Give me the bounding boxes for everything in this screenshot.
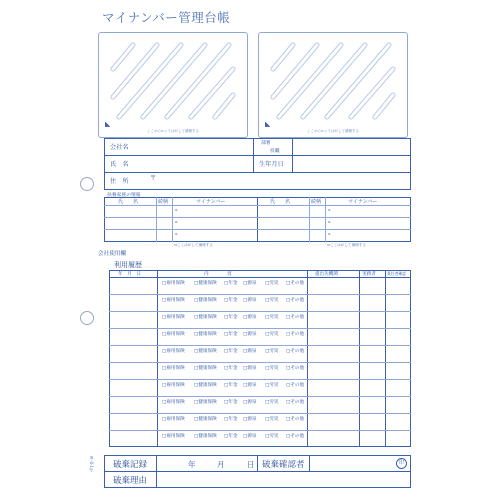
usage-checkbox[interactable]: □年金 <box>224 383 238 388</box>
dependents-note: ⇔ここはがして補理する <box>174 243 213 247</box>
disposal-month: 月 <box>217 460 225 469</box>
usage-checkbox[interactable]: □源泉 <box>243 281 257 286</box>
history-row-divider <box>109 379 411 380</box>
disposal-confirmer-label: 破棄確認者 <box>262 460 305 470</box>
usage-checkbox[interactable]: □健康保険 <box>194 298 217 303</box>
history-row-divider <box>109 311 411 312</box>
card-area-front <box>98 32 248 138</box>
department-label: 部署 <box>261 141 271 146</box>
usage-checkbox[interactable]: □健康保険 <box>194 383 217 388</box>
usage-checkbox[interactable]: □年金 <box>224 298 238 303</box>
dependents-section-label: 扶養家族の情報 <box>107 193 141 198</box>
usage-checkbox[interactable]: □労災 <box>265 383 279 388</box>
dependents-mynumber-header: マイナンバー <box>348 199 378 205</box>
position-label: 役職 <box>270 149 280 154</box>
usage-checkbox[interactable]: □健康保険 <box>194 281 217 286</box>
usage-checkbox[interactable]: □健康保険 <box>194 400 217 405</box>
usage-history-table <box>109 270 411 447</box>
history-row-divider <box>109 345 411 346</box>
usage-checkbox[interactable]: □源泉 <box>243 400 257 405</box>
usage-checkbox[interactable]: □その他 <box>286 383 305 388</box>
usage-checkbox[interactable]: □雇用保険 <box>162 298 185 303</box>
disposal-record-label: 破棄記録 <box>113 460 148 470</box>
card-note: ここから⇔ってはがして補理する <box>307 129 359 133</box>
usage-checkbox[interactable]: □健康保険 <box>194 434 217 439</box>
usage-checkbox[interactable]: □労災 <box>265 332 279 337</box>
row-marker: a. <box>175 232 179 236</box>
usage-checkbox[interactable]: □雇用保険 <box>162 417 185 422</box>
usage-checkbox[interactable]: □その他 <box>286 400 305 405</box>
usage-checkbox[interactable]: □その他 <box>286 298 305 303</box>
usage-checkbox[interactable]: □源泉 <box>243 417 257 422</box>
usage-checkbox[interactable]: □源泉 <box>243 332 257 337</box>
usage-checkbox[interactable]: □雇用保険 <box>162 400 185 405</box>
usage-checkbox[interactable]: □雇用保険 <box>162 434 185 439</box>
usage-checkbox[interactable]: □健康保険 <box>194 315 217 320</box>
dependents-name-header: 氏 名 <box>270 199 291 205</box>
usage-checkbox[interactable]: □雇用保険 <box>162 315 185 320</box>
row-marker: a. <box>328 232 332 236</box>
usage-checkbox[interactable]: □健康保険 <box>194 366 217 371</box>
history-row-divider <box>109 294 411 295</box>
usage-checkbox[interactable]: □労災 <box>265 298 279 303</box>
usage-checkbox[interactable]: □その他 <box>286 315 305 320</box>
row-marker: a. <box>175 220 179 224</box>
birthdate-label: 生年月日 <box>259 161 284 168</box>
employee-info-table <box>104 138 411 190</box>
seal-stamp-icon: 印 <box>396 458 407 469</box>
usage-checkbox[interactable]: □雇用保険 <box>162 366 185 371</box>
office-header: 提出先機関 <box>315 272 338 277</box>
card-stripes <box>259 33 407 137</box>
usage-checkbox[interactable]: □労災 <box>265 349 279 354</box>
usage-checkbox[interactable]: □源泉 <box>243 366 257 371</box>
usage-checkbox[interactable]: □その他 <box>286 281 305 286</box>
row-marker: a. <box>328 208 332 212</box>
disposal-day: 日 <box>247 460 255 469</box>
name-label: 氏 名 <box>110 161 129 168</box>
form-code: ⑩-0-1号 <box>89 455 94 472</box>
usage-checkbox[interactable]: □年金 <box>224 400 238 405</box>
binder-hole <box>80 177 94 191</box>
usage-checkbox[interactable]: □源泉 <box>243 383 257 388</box>
dependents-mynumber-header: マイナンバー <box>196 199 226 205</box>
usage-checkbox[interactable]: □年金 <box>224 366 238 371</box>
disposal-reason-label: 破棄理由 <box>113 476 148 486</box>
usage-checkbox[interactable]: □雇用保険 <box>162 383 185 388</box>
row-marker: a. <box>328 220 332 224</box>
usage-checkbox[interactable]: □源泉 <box>243 434 257 439</box>
card-area-back <box>258 32 408 138</box>
page-title: マイナンバー管理台帳 <box>102 10 231 25</box>
history-row-divider <box>109 396 411 397</box>
usage-checkbox[interactable]: □労災 <box>265 417 279 422</box>
manager-header: 責任者確認 <box>387 271 406 276</box>
company-name-label: 会社名 <box>110 144 129 151</box>
history-row-divider <box>109 328 411 329</box>
usage-checkbox[interactable]: □その他 <box>286 417 305 422</box>
usage-checkbox[interactable]: □雇用保険 <box>162 349 185 354</box>
usage-checkbox[interactable]: □労災 <box>265 434 279 439</box>
usage-checkbox[interactable]: □年金 <box>224 349 238 354</box>
usage-checkbox[interactable]: □その他 <box>286 366 305 371</box>
usage-checkbox[interactable]: □労災 <box>265 400 279 405</box>
dependents-note: ⇔ここはがして補理する <box>327 243 366 247</box>
postal-mark: 〒 <box>150 175 157 182</box>
usage-checkbox[interactable]: □健康保険 <box>194 349 217 354</box>
usage-checkbox[interactable]: □源泉 <box>243 315 257 320</box>
usage-checkbox[interactable]: □労災 <box>265 281 279 286</box>
usage-checkbox[interactable]: □源泉 <box>243 349 257 354</box>
usage-checkbox[interactable]: □源泉 <box>243 298 257 303</box>
date-header: 年 月 日 <box>118 272 141 277</box>
usage-checkbox[interactable]: □年金 <box>224 434 238 439</box>
history-row-divider <box>109 362 411 363</box>
usage-checkbox[interactable]: □雇用保険 <box>162 281 185 286</box>
usage-checkbox[interactable]: □年金 <box>224 417 238 422</box>
usage-checkbox[interactable]: □その他 <box>286 332 305 337</box>
dependents-relation-header: 続柄 <box>311 199 322 205</box>
usage-checkbox[interactable]: □年金 <box>224 332 238 337</box>
usage-checkbox[interactable]: □その他 <box>286 434 305 439</box>
usage-checkbox[interactable]: □労災 <box>265 366 279 371</box>
history-row-divider <box>109 413 411 414</box>
disposal-year: 年 <box>188 460 196 469</box>
dependents-relation-header: 続柄 <box>158 199 169 205</box>
usage-checkbox[interactable]: □雇用保険 <box>162 332 185 337</box>
usage-checkbox[interactable]: □労災 <box>265 315 279 320</box>
triangle-corner-icon: ◣ <box>105 120 111 128</box>
content-header: 内 容 <box>204 272 232 277</box>
address-label: 住 所 <box>110 178 129 185</box>
dependents-name-header: 氏 名 <box>118 199 139 205</box>
card-note: ここから⇔ってはがして補理する <box>147 129 199 133</box>
company-use-label: 会社使用欄 <box>98 251 126 257</box>
usage-checkbox[interactable]: □年金 <box>224 281 238 286</box>
usage-checkbox[interactable]: □健康保険 <box>194 332 217 337</box>
usage-checkbox[interactable]: □年金 <box>224 315 238 320</box>
card-stripes <box>99 33 247 137</box>
triangle-corner-icon: ◣ <box>265 120 271 128</box>
binder-hole <box>80 311 94 325</box>
row-marker: a. <box>175 208 179 212</box>
history-row-divider <box>109 430 411 431</box>
usage-checkbox[interactable]: □健康保険 <box>194 417 217 422</box>
usage-checkbox[interactable]: □その他 <box>286 349 305 354</box>
usage-history-label: 利用履歴 <box>114 261 142 269</box>
worker-header: 実務者 <box>362 272 376 277</box>
